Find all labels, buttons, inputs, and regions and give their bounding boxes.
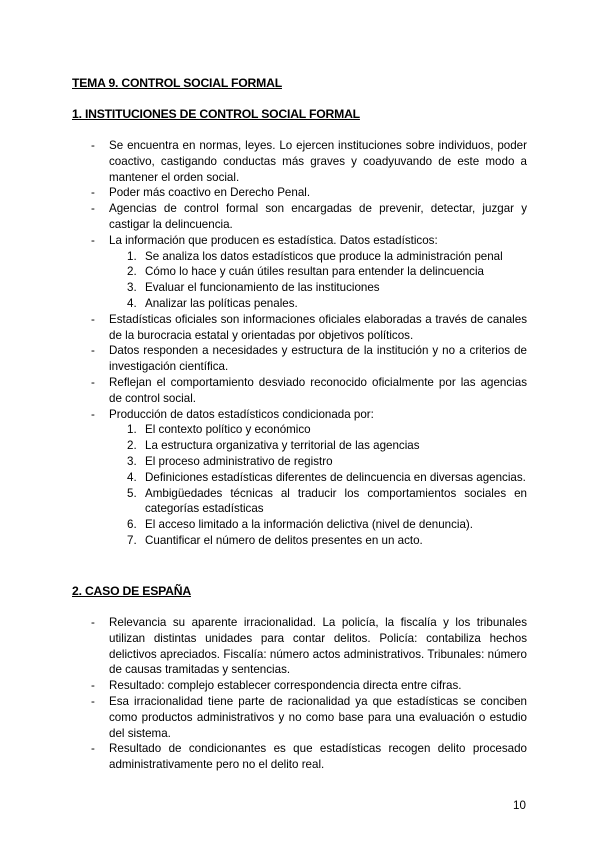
- list-item-text: La información que producen es estadística. Datos estadísticos:: [109, 233, 438, 247]
- list-item-text: Se encuentra en normas, leyes. Lo ejercen instituciones sobre individuos, poder coactivo, castigando conductas más graves y coadyuvando de este modo a mantener el orden social.: [109, 139, 527, 184]
- section2-list: [91, 615, 527, 773]
- section-heading-instituciones: 1. INSTITUCIONES DE CONTROL SOCIAL FORMAL: [72, 107, 360, 121]
- numbered-item: [127, 470, 527, 486]
- numbered-item: [127, 264, 527, 280]
- list-item: [91, 138, 527, 185]
- numbered-item-text: Analizar las políticas penales.: [145, 296, 298, 310]
- numbered-item-text: Definiciones estadísticas diferentes de delincuencia en diversas agencias.: [145, 470, 526, 484]
- dash-bullet: -: [91, 186, 95, 200]
- list-item-text: Agencias de control formal son encargadas de prevenir, detectar, juzgar y castigar la delincuencia.: [109, 202, 527, 231]
- numbered-item-text: El contexto político y económico: [145, 423, 311, 437]
- dash-bullet: -: [91, 202, 95, 216]
- list-item: [91, 233, 527, 312]
- list-item: [91, 407, 527, 549]
- list-item: [91, 741, 527, 773]
- dash-bullet: -: [91, 233, 95, 247]
- list-item: [91, 185, 527, 201]
- numbered-item: [127, 486, 527, 518]
- list-item: [91, 201, 527, 233]
- numbered-item-text: El acceso limitado a la información delictiva (nivel de denuncia).: [145, 518, 474, 532]
- section-heading-caso-espana: 2. CASO DE ESPAÑA: [72, 584, 191, 598]
- numbered-item: [127, 249, 527, 265]
- list-item-text: Resultado de condicionantes es que estadísticas recogen delito procesado administrativamente pero no el delito real.: [109, 742, 527, 772]
- list-item-text: Esa irracionalidad tiene parte de racionalidad ya que estadísticas se conciben como productos administrativos y no como base para una evaluación o estudio del sistema.: [109, 694, 527, 740]
- item-number: 5.: [127, 486, 137, 500]
- list-item-text: Reflejan el comportamiento desviado reconocido oficialmente por las agencias de control social.: [109, 375, 527, 405]
- numbered-item: [127, 280, 527, 296]
- numbered-sublist-condicionantes: [109, 422, 527, 548]
- numbered-item-text: El proceso administrativo de registro: [145, 454, 333, 468]
- numbered-item-text: Evaluar el funcionamiento de las instituciones: [145, 281, 380, 295]
- item-number: 1.: [127, 423, 137, 437]
- list-item-text: Estadísticas oficiales son informaciones oficiales elaboradas a través de canales de la burocracia estatal y orientadas por objetivos políticos.: [109, 312, 527, 342]
- list-item-text: Poder más coactivo en Derecho Penal.: [109, 186, 311, 200]
- list-item-text: Producción de datos estadísticos condicionada por:: [109, 407, 374, 421]
- numbered-item-text: Ambigüedades técnicas al traducir los comportamientos sociales en categorías estadísticas: [145, 486, 527, 516]
- numbered-item: [127, 517, 527, 533]
- numbered-item: [127, 533, 527, 549]
- item-number: 2.: [127, 265, 137, 279]
- list-item: [91, 343, 527, 375]
- item-number: 4.: [127, 470, 137, 484]
- item-number: 3.: [127, 454, 137, 468]
- list-item-text: Relevancia su aparente irracionalidad. La policía, la fiscalía y los tribunales utilizan distintas unidades para contar delitos. Policía: contabiliza hechos delictivos apreciados. Fiscalía: número actos administrativos. Tribunales: número de causas tramitadas y sentencias.: [109, 616, 527, 677]
- section1-list: [91, 138, 527, 549]
- dash-bullet: -: [91, 407, 95, 421]
- list-item: [91, 375, 527, 407]
- numbered-item-text: Se analiza los datos estadísticos que produce la administración penal: [145, 249, 503, 263]
- document-title: TEMA 9. CONTROL SOCIAL FORMAL: [72, 76, 282, 90]
- dash-bullet: -: [91, 344, 95, 358]
- item-number: 4.: [127, 296, 137, 310]
- list-item-text: Resultado: complejo establecer correspondencia directa entre cifras.: [109, 679, 462, 693]
- numbered-item: [127, 296, 527, 312]
- list-item: [91, 678, 527, 694]
- numbered-sublist-datos: [109, 249, 527, 312]
- numbered-item-text: La estructura organizativa y territorial de las agencias: [145, 439, 420, 453]
- item-number: 6.: [127, 518, 137, 532]
- list-item: [91, 615, 527, 678]
- list-item: [91, 312, 527, 344]
- list-item-text: Datos responden a necesidades y estructura de la institución y no a criterios de investigación científica.: [109, 344, 527, 374]
- dash-bullet: -: [91, 679, 95, 693]
- dash-bullet: -: [91, 694, 95, 708]
- item-number: 2.: [127, 439, 137, 453]
- item-number: 3.: [127, 281, 137, 295]
- item-number: 1.: [127, 249, 137, 263]
- dash-bullet: -: [91, 375, 95, 389]
- numbered-item-text: Cómo lo hace y cuán útiles resultan para entender la delincuencia: [145, 265, 485, 279]
- item-number: 7.: [127, 533, 137, 547]
- page-number: 10: [513, 799, 526, 812]
- list-item: [91, 694, 527, 741]
- dash-bullet: -: [91, 616, 95, 629]
- numbered-item-text: Cuantificar el número de delitos presentes en un acto.: [145, 533, 423, 547]
- dash-bullet: -: [91, 312, 95, 326]
- numbered-item: [127, 422, 527, 438]
- numbered-item: [127, 438, 527, 454]
- numbered-item: [127, 454, 527, 470]
- dash-bullet: -: [91, 139, 95, 152]
- dash-bullet: -: [91, 742, 95, 756]
